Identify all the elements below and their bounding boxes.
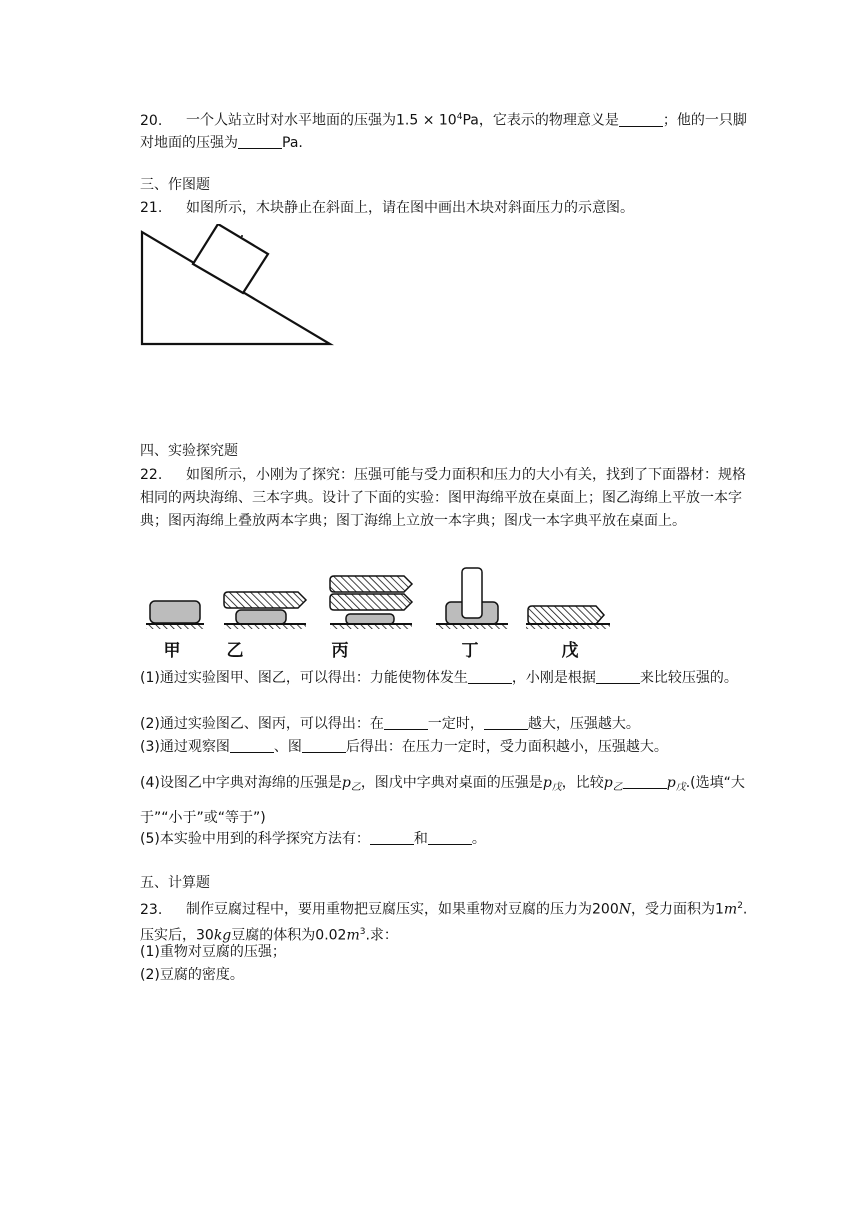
sponge-experiment-figure bbox=[140, 560, 620, 640]
answer-blank[interactable] bbox=[596, 669, 640, 684]
q20-exponent: 4 bbox=[456, 112, 463, 122]
text: (4)设图乙中字典对海绵的压强是 bbox=[140, 775, 342, 791]
q20-text-a: 一个人站立时对水平地面的压强为 bbox=[186, 112, 396, 129]
question-22 bbox=[140, 464, 752, 532]
question-23 bbox=[140, 895, 752, 947]
answer-blank[interactable] bbox=[370, 830, 414, 845]
subscript: 乙 bbox=[350, 782, 361, 793]
exponent: 3 bbox=[359, 927, 366, 938]
q22-part-2 bbox=[140, 713, 752, 736]
figure-yi bbox=[224, 592, 306, 629]
answer-blank[interactable] bbox=[619, 112, 663, 127]
text: 制作豆腐过程中，要用重物把豆腐压实，如果重物对豆腐的压力为 bbox=[186, 901, 592, 918]
fig-label-jia: 甲 bbox=[163, 641, 181, 661]
answer-blank[interactable] bbox=[484, 715, 528, 730]
figure-jia bbox=[146, 601, 204, 629]
text: 。 bbox=[471, 831, 486, 847]
text: 一定时， bbox=[427, 716, 484, 732]
volume-value: 0.02 bbox=[315, 927, 347, 944]
answer-blank[interactable] bbox=[302, 738, 346, 753]
q20-value: 1.5 × 10 bbox=[396, 112, 457, 129]
incline-block-figure bbox=[136, 224, 336, 348]
q22-part-3 bbox=[140, 736, 752, 759]
q23-part-1: (1)重物对豆腐的压强； bbox=[140, 944, 286, 960]
unit: m bbox=[723, 901, 738, 918]
answer-blank[interactable] bbox=[384, 715, 428, 730]
section-title: 三、作图题 bbox=[140, 177, 210, 193]
answer-blank[interactable] bbox=[230, 738, 274, 753]
unit: N bbox=[618, 901, 631, 918]
subscript: 乙 bbox=[612, 782, 623, 793]
fig-label-yi: 乙 bbox=[226, 641, 244, 661]
q22-part-1 bbox=[140, 667, 752, 690]
text: 、图 bbox=[273, 739, 302, 755]
section-title: 五、计算题 bbox=[140, 875, 210, 891]
question-number: 23. bbox=[140, 901, 163, 918]
answer-blank[interactable] bbox=[623, 774, 667, 789]
subscript: 戊 bbox=[551, 782, 562, 793]
pressure-symbol: p bbox=[542, 775, 552, 791]
text: (5)本实验中用到的科学探究方法有： bbox=[140, 831, 370, 847]
text: ，比较 bbox=[561, 775, 604, 791]
text: ，受力面积为 bbox=[630, 901, 715, 918]
pressure-symbol: p bbox=[603, 775, 613, 791]
q22-part-4: (4)设图乙中字典对海绵的压强是$p_乙$，图戊中字典对桌面的压强是$p_戊$，比较$p_乙$ $p_戊$.(选填“大于”“小于”或“等于”) bbox=[140, 775, 745, 826]
text: 豆腐的体积为 bbox=[231, 927, 316, 944]
text: 来比较压强的。 bbox=[639, 670, 738, 686]
q20-unit: Pa bbox=[462, 112, 479, 129]
area-value: 1 bbox=[714, 901, 724, 918]
text: ，小刚是根据 bbox=[511, 670, 596, 686]
section-title: 四、实验探究题 bbox=[140, 443, 238, 459]
unit: m bbox=[346, 927, 360, 944]
answer-blank[interactable] bbox=[428, 830, 472, 845]
fig-label-bing: 丙 bbox=[331, 641, 349, 661]
question-20 bbox=[140, 106, 752, 155]
fig-label-ding: 丁 bbox=[461, 641, 479, 661]
subscript: 戊 bbox=[675, 782, 686, 793]
text: 和 bbox=[413, 831, 428, 847]
pressure-symbol: p bbox=[666, 775, 676, 791]
answer-blank[interactable] bbox=[238, 134, 282, 149]
question-number: 21. bbox=[140, 200, 163, 216]
wooden-block bbox=[193, 224, 268, 293]
figure-bing bbox=[330, 576, 412, 629]
q20-text-c: ；他的一只脚对地面的压强为 bbox=[140, 112, 747, 152]
force-value: 200 bbox=[592, 901, 619, 918]
q21-text: 如图所示，木块静止在斜面上，请在图中画出木块对斜面压力的示意图。 bbox=[186, 200, 634, 216]
question-21 bbox=[140, 197, 752, 220]
text: .压实后， bbox=[140, 901, 748, 944]
text: (1)通过实验图甲、图乙，可以得出：力能使物体发生 bbox=[140, 670, 468, 686]
exponent: 2 bbox=[737, 901, 743, 911]
text: 后得出：在压力一定时，受力面积越小，压强越大。 bbox=[345, 739, 668, 755]
mass-value: 30 bbox=[196, 927, 214, 944]
unit: kg bbox=[213, 927, 232, 944]
q22-text: 如图所示，小刚为了探究：压强可能与受力面积和压力的大小有关，找到了下面器材：规格相同的两块海绵、三本字典。设计了下面的实验：图甲海绵平放在桌面上；图乙海绵上平放一本字典；图丙海绵上叠放两本字典；图丁海绵上立放一本字典；图戊一本字典平放在桌面上。 bbox=[140, 467, 746, 529]
pressure-symbol: p bbox=[341, 775, 351, 791]
figure-ding bbox=[436, 568, 508, 629]
question-number: 22. bbox=[140, 467, 163, 483]
figure-wu bbox=[526, 606, 610, 629]
text: .求： bbox=[365, 927, 398, 944]
answer-blank[interactable] bbox=[468, 669, 512, 684]
text: 越大，压强越大。 bbox=[527, 716, 640, 732]
q20-text-d: Pa. bbox=[282, 135, 303, 152]
fig-label-wu: 戊 bbox=[561, 641, 579, 661]
q23-part-2: (2)豆腐的密度。 bbox=[140, 967, 244, 983]
text: (选填“大于”“小于”或“等于”) bbox=[140, 775, 745, 826]
q22-part-5 bbox=[140, 828, 752, 851]
question-number: 20. bbox=[140, 112, 163, 129]
text: (3)通过观察图 bbox=[140, 739, 230, 755]
text: ，图戊中字典对桌面的压强是 bbox=[360, 775, 543, 791]
text: (2)通过实验图乙、图丙，可以得出：在 bbox=[140, 716, 384, 732]
q20-text-b: ，它表示的物理意义是 bbox=[478, 112, 619, 129]
